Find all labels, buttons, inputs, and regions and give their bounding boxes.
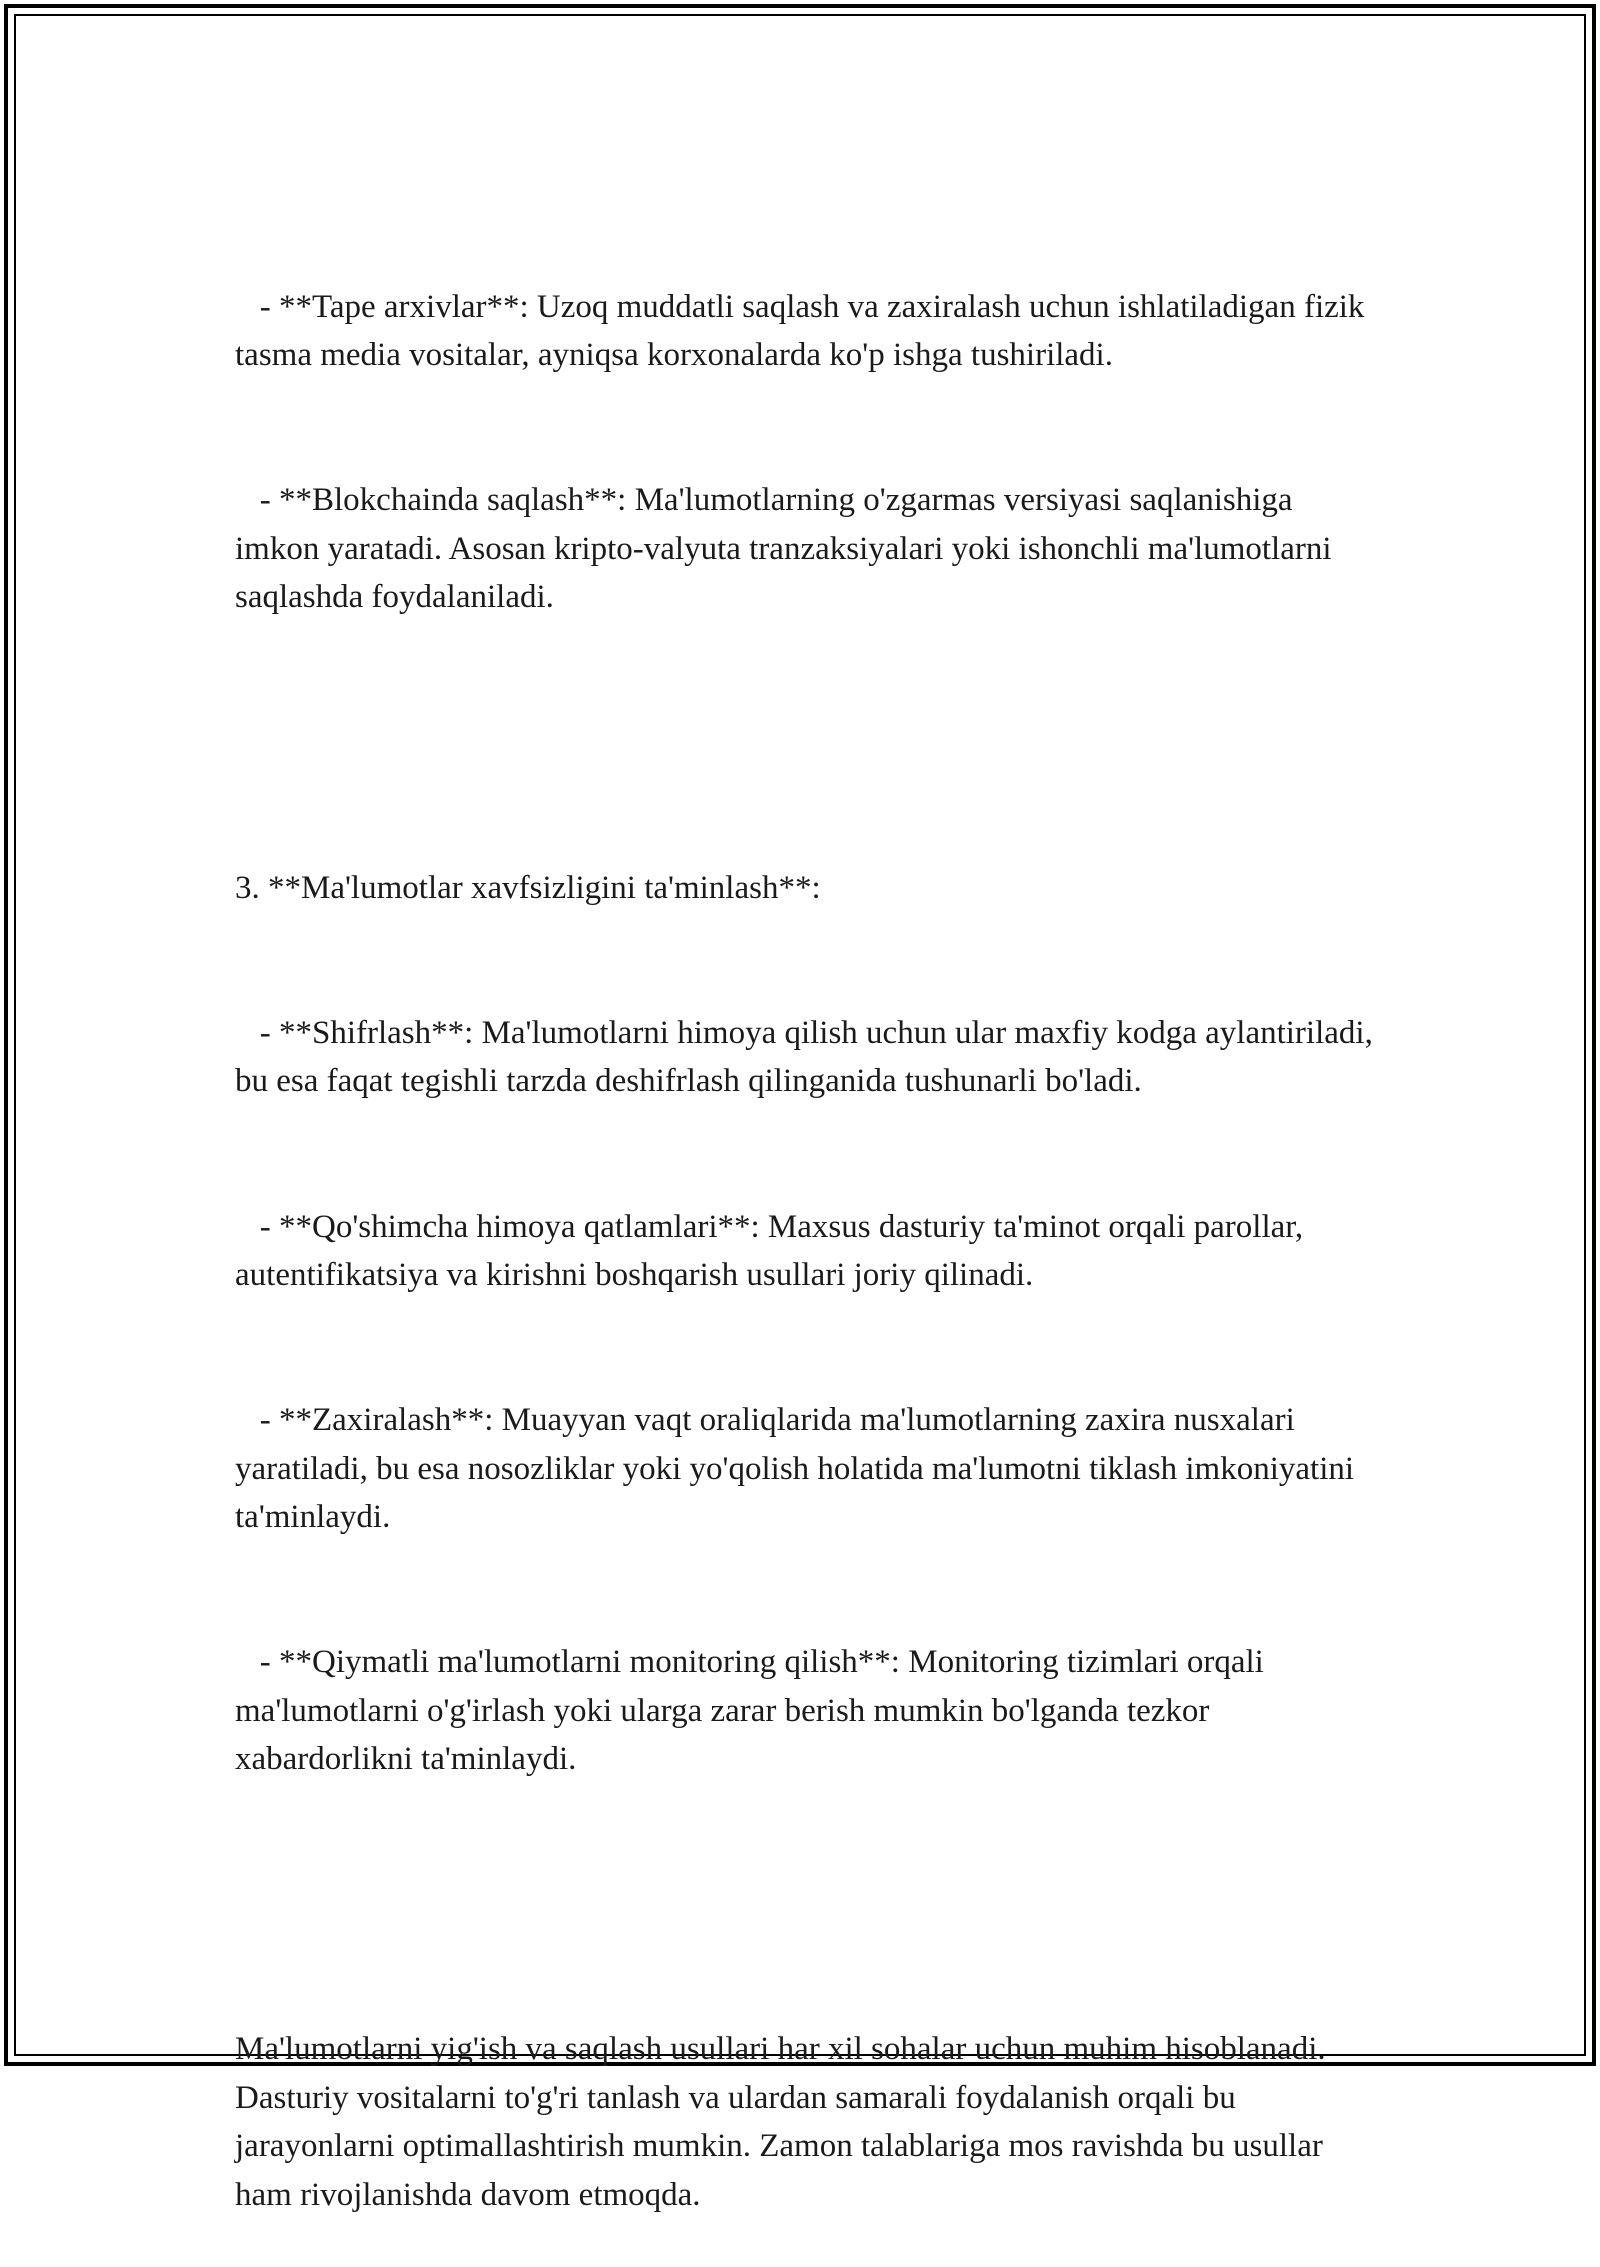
paragraph-additional-protection: - **Qo'shimcha himoya qatlamlari**: Maxsus dasturiy ta'minot orqali parollar, autentifikatsiya va kirishni boshqarish usullari joriy qilinadi. bbox=[235, 1208, 1312, 1293]
paragraph-backup: - **Zaxiralash**: Muayyan vaqt oraliqlarida ma'lumotlarning zaxira nusxalari yaratiladi, bu esa nosozliklar yoki yo'qolish holatida ma'lumotni tiklash imkoniyatini ta'minlaydi. bbox=[235, 1402, 1363, 1535]
paragraph-conclusion: Ma'lumotlarni yig'ish va saqlash usullari har xil sohalar uchun muhim hisoblanadi. Dasturiy vositalarni to'g'ri tanlash va ulardan samarali foydalanish orqali bu jarayonlarni optimallashtirish mumkin. Zamon talablariga mos ravishda bu usullar ham rivojlanishda davom etmoqda. bbox=[235, 2031, 1334, 2213]
paragraph-tape-archives: - **Tape arxivlar**: Uzoq muddatli saqlash va zaxiralash uchun ishlatiladigan fizik tasma media vositalar, ayniqsa korxonalarda ko'p ishga tushiriladi. bbox=[235, 288, 1373, 374]
paragraph-blockchain-storage: - **Blokchainda saqlash**: Ma'lumotlarning o'zgarmas versiyasi saqlanishiga imkon yaratadi. Asosan kripto-valyuta tranzaksiyalari yoki ishonchli ma'lumotlarni saqlashda foydalaniladi. bbox=[235, 482, 1340, 616]
paragraph-gap bbox=[235, 1880, 1385, 1928]
section-heading-data-security: 3. **Ma'lumotlar xavfsizligini ta'minlash**: bbox=[235, 869, 821, 906]
paragraph-gap bbox=[235, 718, 1385, 766]
paragraph-monitoring: - **Qiymatli ma'lumotlarni monitoring qilish**: Monitoring tizimlari orqali ma'lumotlarni o'g'irlash yoki ularga zarar berish mumkin bo'lganda tezkor xabardorlikni ta'minlaydi. bbox=[235, 1644, 1273, 1777]
document-body bbox=[235, 186, 1385, 2267]
paragraph-encryption: - **Shifrlash**: Ma'lumotlarni himoya qilish uchun ular maxfiy kodga aylantiriladi, bu esa faqat tegishli tarzda deshifrlash qilinganida tushunarli bo'ladi. bbox=[235, 1014, 1382, 1100]
